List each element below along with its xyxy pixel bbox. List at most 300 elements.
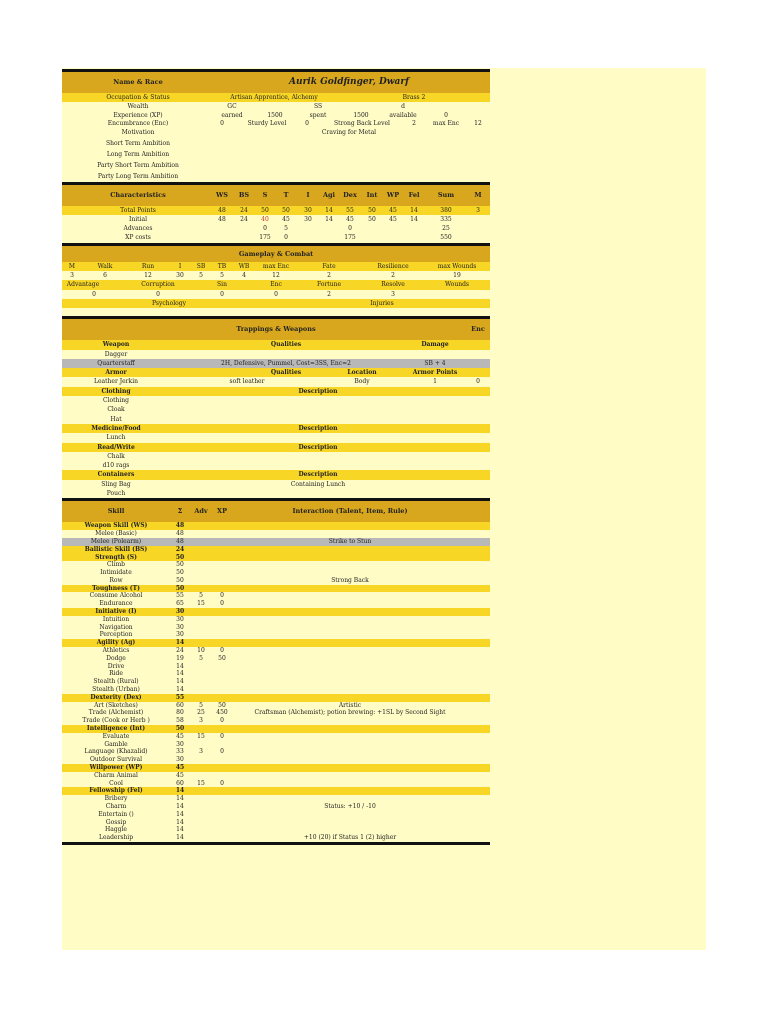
character-sheet <box>62 69 490 845</box>
skill-name: Ballistic Skill (BS) <box>84 545 148 553</box>
list-item <box>62 489 490 498</box>
skill-sum: 24 <box>176 647 184 655</box>
characteristic-value: 30 <box>304 206 312 214</box>
value-fortune: 2 <box>327 290 331 298</box>
value-max-wounds: 19 <box>453 272 461 280</box>
value-wb: 4 <box>242 272 246 280</box>
col-agi: Agi <box>322 190 336 199</box>
weapon-header-row <box>62 340 490 349</box>
skill-name: Stealth (Urban) <box>92 686 140 694</box>
read-desc-header: Description <box>298 443 338 451</box>
label-fortune: Fortune <box>316 281 342 289</box>
d-label: d <box>401 103 405 111</box>
skill-adv: 15 <box>197 600 205 608</box>
gameplay-labels-1 <box>62 262 490 271</box>
label-max-wounds: max Wounds <box>437 262 477 270</box>
read-item: Chalk <box>107 452 125 460</box>
label-fate: Fate <box>322 262 336 270</box>
weapon-name: Dagger <box>104 350 128 358</box>
skill-sum: 58 <box>176 717 184 725</box>
party-short-ambition-row <box>62 160 490 171</box>
value-max-enc: 12 <box>272 272 280 280</box>
skill-name: Climb <box>107 561 125 569</box>
xp-label: Experience (XP) <box>113 111 163 119</box>
col-dex: Dex <box>343 190 357 199</box>
skill-name: Art (Sketches) <box>94 701 138 709</box>
characteristics-row <box>62 215 490 224</box>
table-row <box>62 733 490 741</box>
table-row <box>62 522 490 530</box>
skill-xp: 0 <box>220 779 224 787</box>
label-wounds: Wounds <box>444 281 470 289</box>
medicine-header: Medicine/Food <box>91 424 141 432</box>
skill-name: Row <box>109 576 123 584</box>
table-row <box>62 569 490 577</box>
characteristic-row-label: Total Points <box>120 206 156 214</box>
value-i: 30 <box>176 272 184 280</box>
gameplay-values-1 <box>62 271 490 280</box>
table-row <box>62 772 490 780</box>
armor-row <box>62 377 490 386</box>
gameplay-spacer <box>62 308 490 316</box>
gc-label: GC <box>227 103 237 111</box>
list-item <box>62 433 490 442</box>
table-row <box>62 663 490 671</box>
table-row <box>62 694 490 702</box>
earned-label: earned <box>221 111 243 119</box>
name-race-row <box>62 69 490 93</box>
sum-col-header: Σ <box>177 507 183 516</box>
skill-interaction: Status: +10 / -10 <box>324 803 376 810</box>
value-resolve: 3 <box>391 290 395 298</box>
short-ambition-label: Short Term Ambition <box>106 139 170 147</box>
skill-name: Navigation <box>99 623 133 631</box>
characteristic-value: 14 <box>325 215 333 223</box>
weapon-col-header: Weapon <box>102 341 130 349</box>
table-row <box>62 717 490 725</box>
list-item <box>62 415 490 424</box>
skill-name: Consume Alcohol <box>89 592 143 600</box>
skill-sum: 14 <box>176 834 184 842</box>
character-name: Aurik Goldfinger, Dwarf <box>289 77 409 87</box>
skill-name: Gossip <box>105 818 127 826</box>
skill-interaction: Strong Back <box>331 576 369 584</box>
table-row <box>62 803 490 811</box>
table-row <box>62 678 490 686</box>
label-sb: SB <box>196 262 206 270</box>
skill-sum: 80 <box>176 709 184 717</box>
skill-name: Agility (Ag) <box>96 639 136 647</box>
characteristic-value: 55 <box>346 206 354 214</box>
skill-name: Toughness (T) <box>92 584 140 592</box>
list-item <box>62 405 490 414</box>
maxenc-value: 12 <box>474 119 482 127</box>
characteristic-value: 50 <box>282 206 290 214</box>
skill-name: Athletics <box>102 647 130 655</box>
skill-sum: 48 <box>176 537 184 545</box>
weapon-damage: SB + 4 <box>424 359 446 367</box>
skill-sum: 50 <box>175 553 185 561</box>
armor-name: Leather Jerkin <box>94 378 138 386</box>
skill-name: Intimidate <box>100 569 132 577</box>
skill-name: Gamble <box>104 740 128 748</box>
skill-sum: 14 <box>175 787 185 795</box>
skill-xp: 0 <box>220 647 224 655</box>
long-ambition-row <box>62 149 490 160</box>
skill-adv: 5 <box>199 701 203 709</box>
skill-sum: 30 <box>176 756 184 764</box>
characteristic-value: 30 <box>304 215 312 223</box>
occupation-value: Artisan Apprentice, Alchemy <box>230 94 318 101</box>
maxenc-label: max Enc <box>432 119 460 127</box>
table-row <box>62 530 490 538</box>
skill-name: Intelligence (Int) <box>86 725 146 733</box>
skill-adv: 15 <box>197 732 205 740</box>
medicine-desc-header: Description <box>298 424 338 432</box>
characteristics-table <box>62 206 490 243</box>
table-row <box>62 616 490 624</box>
skill-sum: 14 <box>176 686 184 694</box>
skill-xp: 0 <box>220 717 224 725</box>
table-row <box>62 780 490 788</box>
containers-desc-header: Description <box>298 471 338 479</box>
container-name: Sling Bag <box>101 480 131 488</box>
label-enc: Enc <box>270 281 282 289</box>
characteristic-value: 45 <box>282 215 290 223</box>
skill-name: Trade (Cook or Herb ) <box>82 717 150 725</box>
skill-name: Endurance <box>99 600 133 608</box>
enc-value: 0 <box>220 119 224 127</box>
table-row <box>62 795 490 803</box>
table-row <box>62 592 490 600</box>
skill-sum: 45 <box>176 771 184 779</box>
characteristic-value: 48 <box>218 206 226 214</box>
col-bs: BS <box>238 190 250 199</box>
characteristic-value: 25 <box>442 225 450 233</box>
skill-sum: 55 <box>176 592 184 600</box>
skill-sum: 19 <box>176 654 184 662</box>
col-t: T <box>283 190 289 199</box>
psychology-row <box>62 299 490 308</box>
table-row <box>62 624 490 632</box>
interaction-col-header: Interaction (Talent, Item, Rule) <box>292 507 408 516</box>
gameplay-values-2 <box>62 290 490 299</box>
skill-sum: 14 <box>175 639 185 647</box>
medicine-item: Lunch <box>106 434 126 442</box>
skill-name: Perception <box>99 631 133 639</box>
characteristic-row-label: Advances <box>123 225 153 233</box>
table-row <box>62 577 490 585</box>
table-row <box>62 741 490 749</box>
label-m: M <box>68 262 76 270</box>
skill-interaction: Strike to Stun <box>328 537 372 545</box>
skill-name: Melee (Basic) <box>95 530 137 538</box>
label-corruption: Corruption <box>141 281 175 289</box>
table-row <box>62 546 490 554</box>
trappings-title: Trappings & Weapons <box>236 325 316 334</box>
table-row <box>62 631 490 639</box>
armor-col-header: Armor <box>105 369 127 377</box>
skill-name: Evaluate <box>102 732 130 740</box>
col-int: Int <box>366 190 378 199</box>
skill-name: Dodge <box>106 654 126 662</box>
value-enc: 0 <box>274 290 278 298</box>
label-resilience: Resilience <box>377 262 409 270</box>
skill-adv: 3 <box>199 748 203 756</box>
skill-name: Fellowship (Fel) <box>89 787 143 795</box>
skill-name: Dexterity (Dex) <box>90 693 142 701</box>
col-wp: WP <box>386 190 400 199</box>
value-tb: 5 <box>220 272 224 280</box>
skill-sum: 14 <box>176 818 184 826</box>
enc-label: Encumbrance (Enc) <box>107 119 169 127</box>
characteristic-value: 175 <box>259 234 271 242</box>
table-row <box>62 655 490 663</box>
skill-sum: 48 <box>175 522 185 530</box>
armor-enc: 0 <box>476 378 480 386</box>
table-row <box>62 819 490 827</box>
skill-interaction: Artistic <box>338 701 362 709</box>
skill-name: Intuition <box>102 615 130 623</box>
skill-sum: 48 <box>176 530 184 538</box>
medicine-header-row <box>62 424 490 433</box>
characteristic-value: 50 <box>368 215 376 223</box>
characteristic-value: 45 <box>346 215 354 223</box>
strongback-value: 2 <box>412 119 416 127</box>
skill-sum: 50 <box>176 569 184 577</box>
skill-sum: 30 <box>176 740 184 748</box>
spent-label: spent <box>309 111 327 119</box>
clothing-item: Clothing <box>102 397 130 405</box>
characteristic-value: 175 <box>344 234 356 242</box>
characteristic-value: 45 <box>389 215 397 223</box>
skill-name: Haggle <box>105 826 127 834</box>
xp-col-header: XP <box>217 507 227 516</box>
skill-adv: 10 <box>197 647 205 655</box>
skill-sum: 14 <box>176 810 184 818</box>
skill-sum: 50 <box>175 584 185 592</box>
value-corruption: 0 <box>156 290 160 298</box>
injuries-label: Injuries <box>370 299 394 307</box>
gameplay-title: Gameplay & Combat <box>238 249 314 258</box>
value-sin: 0 <box>220 290 224 298</box>
sheet-bottom-border <box>62 842 490 845</box>
location-col-header: Location <box>347 369 377 377</box>
weapon-qualities: 2H, Defensive, Pummel, Cost=3SS, Enc=2 <box>221 359 351 367</box>
characteristic-value: 14 <box>410 215 418 223</box>
label-advantage: Advantage <box>66 281 100 289</box>
value-fate: 2 <box>327 272 331 280</box>
strongback-label: Strong Back Level <box>334 119 390 127</box>
skill-col-header: Skill <box>107 507 125 516</box>
table-row <box>62 686 490 694</box>
table-row <box>62 756 490 764</box>
skill-adv: 25 <box>197 709 205 717</box>
earned-value: 1500 <box>267 111 283 119</box>
skill-sum: 30 <box>176 631 184 639</box>
characteristic-value: 48 <box>218 215 226 223</box>
characteristics-row <box>62 206 490 215</box>
gameplay-header <box>62 243 490 262</box>
container-desc: Containing Lunch <box>290 480 346 488</box>
skill-sum: 14 <box>176 826 184 834</box>
clothing-desc-header: Description <box>298 387 338 395</box>
value-walk: 6 <box>103 272 107 280</box>
skill-sum: 60 <box>176 701 184 709</box>
weapon-row-dagger <box>62 350 490 359</box>
containers-header: Containers <box>97 471 135 479</box>
col-fel: Fel <box>408 190 420 199</box>
skill-sum: 30 <box>175 608 185 616</box>
skill-name: Initiative (I) <box>95 608 137 616</box>
available-value: 0 <box>444 111 448 119</box>
characteristic-value: 45 <box>389 206 397 214</box>
skill-sum: 14 <box>176 803 184 810</box>
skill-adv: 15 <box>197 779 205 787</box>
characteristic-value: 40 <box>261 215 269 223</box>
table-row <box>62 834 490 842</box>
label-sin: Sin <box>217 281 227 289</box>
weapon-name: Quarterstaff <box>97 359 135 367</box>
skill-name: Outdoor Survival <box>89 756 143 764</box>
value-resilience: 2 <box>391 272 395 280</box>
value-m: 3 <box>70 272 74 280</box>
skill-interaction: +10 (20) if Status 1 (2) higher <box>303 834 397 842</box>
qualities-col-header: Qualities <box>270 341 302 349</box>
skill-adv: 3 <box>199 717 203 725</box>
table-row <box>62 748 490 756</box>
skill-sum: 14 <box>176 670 184 678</box>
occupation-label: Occupation & Status <box>106 94 170 101</box>
skill-name: Language (Khazalid) <box>84 748 148 756</box>
col-sum: Sum <box>437 190 455 199</box>
col-i: I <box>306 190 310 199</box>
skill-xp: 0 <box>220 748 224 756</box>
characteristic-value: 5 <box>284 225 288 233</box>
name-race-label: Name & Race <box>113 78 163 86</box>
armor-points-header: Armor Points <box>412 369 458 377</box>
skill-name: Stealth (Rural) <box>93 678 139 686</box>
read-write-header: Read/Write <box>97 443 135 451</box>
wealth-label: Wealth <box>127 103 149 111</box>
trappings-header <box>62 316 490 340</box>
col-m: M <box>474 190 482 199</box>
spent-value: 1500 <box>353 111 369 119</box>
clothing-item: Cloak <box>107 406 125 414</box>
clothing-item: Hat <box>110 415 122 423</box>
armor-qualities: soft leather <box>229 378 265 386</box>
skill-name: Entertain () <box>98 810 134 818</box>
col-s: S <box>262 190 268 199</box>
characteristic-value: 24 <box>240 206 248 214</box>
skill-name: Charm <box>105 803 127 810</box>
wealth-row <box>62 102 490 111</box>
skill-sum: 50 <box>175 725 185 733</box>
skill-sum: 14 <box>176 662 184 670</box>
armor-header-row <box>62 368 490 377</box>
sturdy-label: Sturdy Level <box>247 119 287 127</box>
skill-sum: 60 <box>176 779 184 787</box>
armor-points: 1 <box>433 378 437 386</box>
skill-sum: 45 <box>176 732 184 740</box>
trappings-enc-label: Enc <box>471 325 485 334</box>
clothing-header-row <box>62 387 490 396</box>
skill-sum: 65 <box>176 600 184 608</box>
characteristics-row <box>62 224 490 233</box>
table-row <box>62 639 490 647</box>
damage-col-header: Damage <box>421 341 449 349</box>
skill-interaction: Craftsman (Alchemist); potion brewing: +1SL by Second Sight <box>254 709 446 717</box>
read-header-row <box>62 443 490 452</box>
party-long-ambition-row <box>62 171 490 182</box>
skill-sum: 33 <box>176 748 184 756</box>
skill-sum: 50 <box>176 561 184 569</box>
skills-header <box>62 498 490 522</box>
label-i: I <box>178 262 182 270</box>
table-row <box>62 764 490 772</box>
skill-name: Melee (Polearm) <box>90 537 142 545</box>
table-row <box>62 585 490 593</box>
motivation-label: Motivation <box>121 128 155 136</box>
col-ws: WS <box>216 190 228 199</box>
characteristic-value: 3 <box>476 206 480 214</box>
party-short-ambition-label: Party Short Term Ambition <box>97 161 179 169</box>
table-row <box>62 647 490 655</box>
table-row <box>62 561 490 569</box>
characteristic-value: 0 <box>348 225 352 233</box>
skill-name: Weapon Skill (WS) <box>84 522 148 530</box>
table-row <box>62 600 490 608</box>
motivation-value: Craving for Metal <box>321 128 377 136</box>
characteristics-row <box>62 233 490 242</box>
characteristic-value: 335 <box>440 215 452 223</box>
ss-label: SS <box>313 103 323 111</box>
value-sb: 5 <box>199 272 203 280</box>
label-resolve: Resolve <box>381 281 405 289</box>
skill-sum: 50 <box>176 576 184 584</box>
skill-xp: 0 <box>220 592 224 600</box>
table-row <box>62 702 490 710</box>
skill-sum: 30 <box>176 623 184 631</box>
value-run: 12 <box>144 272 152 280</box>
status-value: Brass 2 <box>402 94 426 101</box>
list-item <box>62 461 490 470</box>
skill-xp: 0 <box>220 732 224 740</box>
skill-name: Drive <box>107 662 125 670</box>
value-advantage: 0 <box>92 290 96 298</box>
table-row <box>62 670 490 678</box>
skill-xp: 0 <box>220 600 224 608</box>
adv-col-header: Adv <box>194 507 208 516</box>
characteristic-value: 50 <box>261 206 269 214</box>
label-walk: Walk <box>97 262 113 270</box>
skill-adv: 5 <box>199 654 203 662</box>
sturdy-value: 0 <box>305 119 309 127</box>
characteristics-title: Characteristics <box>110 190 166 199</box>
skill-xp: 50 <box>218 654 226 662</box>
label-tb: TB <box>217 262 227 270</box>
characteristic-row-label: XP costs <box>125 234 151 242</box>
characteristic-value: 550 <box>440 234 452 242</box>
characteristic-value: 50 <box>368 206 376 214</box>
skill-name: Strength (S) <box>95 553 137 561</box>
skill-name: Leadership <box>98 834 134 842</box>
container-name: Pouch <box>106 490 126 498</box>
list-item <box>62 480 490 489</box>
skill-sum: 14 <box>176 795 184 803</box>
skill-name: Ride <box>109 670 123 678</box>
skill-sum: 55 <box>175 693 185 701</box>
